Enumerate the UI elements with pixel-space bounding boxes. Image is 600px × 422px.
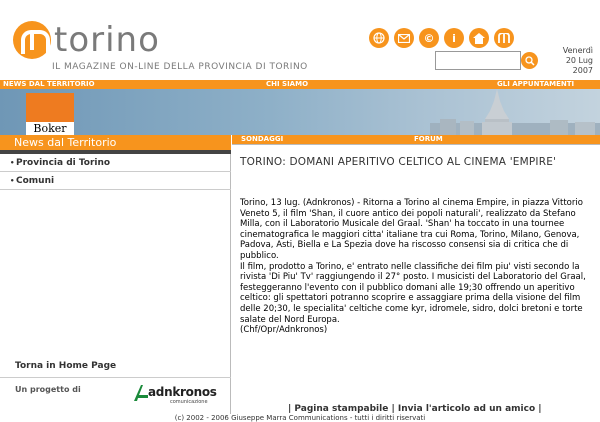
- separator: |: [388, 404, 398, 414]
- progetto-label: Un progetto di: [15, 385, 81, 394]
- home-icon[interactable]: [469, 28, 489, 48]
- boker-logo[interactable]: [26, 93, 74, 135]
- header-banner: [0, 89, 600, 135]
- article-paragraph-1: Torino, 13 lug. (Adnkronos) - Ritorna a Torino al cinema Empire, in piazza Vittorio Veneto 5, il film 'Shan, il cuore antico dei popoli naturali', realizzato da Stefano Milla, con il Laboratorio Musicale del Graal. 'Shan' ha toccato in una tournee cinematografica le maggiori citta' italiane tra cui Roma, Torino, Milano, Genova, Padova, Asti, Biella e La Spezia dove ha riscosso consensi sia di critica che di pubblico.: [240, 198, 583, 261]
- adnkronos-name: adnkronos: [148, 385, 217, 399]
- top-nav: [0, 80, 600, 89]
- sidebar: [0, 135, 231, 414]
- info-icon[interactable]: i: [444, 28, 464, 48]
- copyright-notice: (c) 2002 - 2006 Giuseppe Marra Communications - tutti i diritti riservati: [174, 414, 426, 422]
- sidebar-item-comuni[interactable]: • Comuni: [0, 172, 231, 190]
- logo-text: torino: [54, 20, 160, 60]
- separator: |: [535, 404, 542, 414]
- date-year: 2007: [572, 66, 593, 75]
- adnkronos-mark-icon: [134, 385, 148, 401]
- m-logo-small-icon[interactable]: [494, 28, 514, 48]
- main-nav: [232, 135, 600, 144]
- mole-antonelliana-skyline: [430, 89, 600, 135]
- article-signature: (Chf/Opr/Adnkronos): [240, 325, 328, 336]
- copyright-icon[interactable]: ©: [419, 28, 439, 48]
- nav-sondaggi[interactable]: SONDAGGI: [241, 135, 284, 143]
- adnkronos-logo[interactable]: [134, 384, 222, 406]
- article-actions: [288, 404, 542, 414]
- search-icon: [525, 56, 535, 66]
- search-button[interactable]: [521, 52, 538, 69]
- print-page-link[interactable]: Pagina stampabile: [294, 404, 389, 414]
- main-divider: [232, 144, 600, 145]
- home-page-link[interactable]: Torna in Home Page: [15, 361, 117, 371]
- adnkronos-sub: comunicazione: [170, 399, 208, 405]
- nav-forum[interactable]: FORUM: [414, 135, 443, 143]
- mail-icon[interactable]: [394, 28, 414, 48]
- search-input[interactable]: [435, 51, 521, 70]
- m-logo-icon: [13, 21, 51, 59]
- boker-label: Boker: [26, 122, 74, 135]
- sidebar-separator: [0, 377, 231, 378]
- date-date: 20 Lug: [565, 56, 593, 65]
- send-to-friend-link[interactable]: Invia l'articolo ad un amico: [397, 404, 536, 414]
- separator: |: [288, 404, 295, 414]
- article-paragraph-2: Il film, prodotto a Torino, e' entrato nelle classifiche dei film piu' visti secondo la rivista 'Di Piu' Tv' raggiungendo il 27° posto. I musicisti del Laboratorio del Graal, festeggeranno l'evento con il pubblico domani alle 19;30 offrendo un aperitivo celtico: gli spettatori potranno scoprire e assaggiare prima della visione del film delle 20;30, le specialita' celtiche come kyr, idromele, sidro, dolci bretoni e torte salate del Nord Europa.: [240, 261, 586, 325]
- nav-appuntamenti[interactable]: GLI APPUNTAMENTI: [497, 80, 575, 88]
- site-logo[interactable]: [13, 18, 160, 62]
- site-header: [0, 0, 600, 80]
- nav-news[interactable]: NEWS DAL TERRITORIO: [3, 80, 95, 88]
- article-body: [240, 198, 592, 336]
- date-day: Venerdì: [562, 46, 593, 55]
- article-headline: TORINO: DOMANI APERITIVO CELTICO AL CINEMA 'EMPIRE': [240, 156, 557, 168]
- header-icons: [369, 28, 514, 48]
- nav-chi-siamo[interactable]: CHI SIAMO: [266, 80, 309, 88]
- sidebar-title: News dal Territorio: [0, 135, 231, 150]
- sidebar-item-provincia[interactable]: • Provincia di Torino: [0, 154, 231, 172]
- globe-icon[interactable]: [369, 28, 389, 48]
- current-date: [563, 46, 593, 76]
- tagline: IL MAGAZINE ON-LINE DELLA PROVINCIA DI TORINO: [52, 62, 308, 72]
